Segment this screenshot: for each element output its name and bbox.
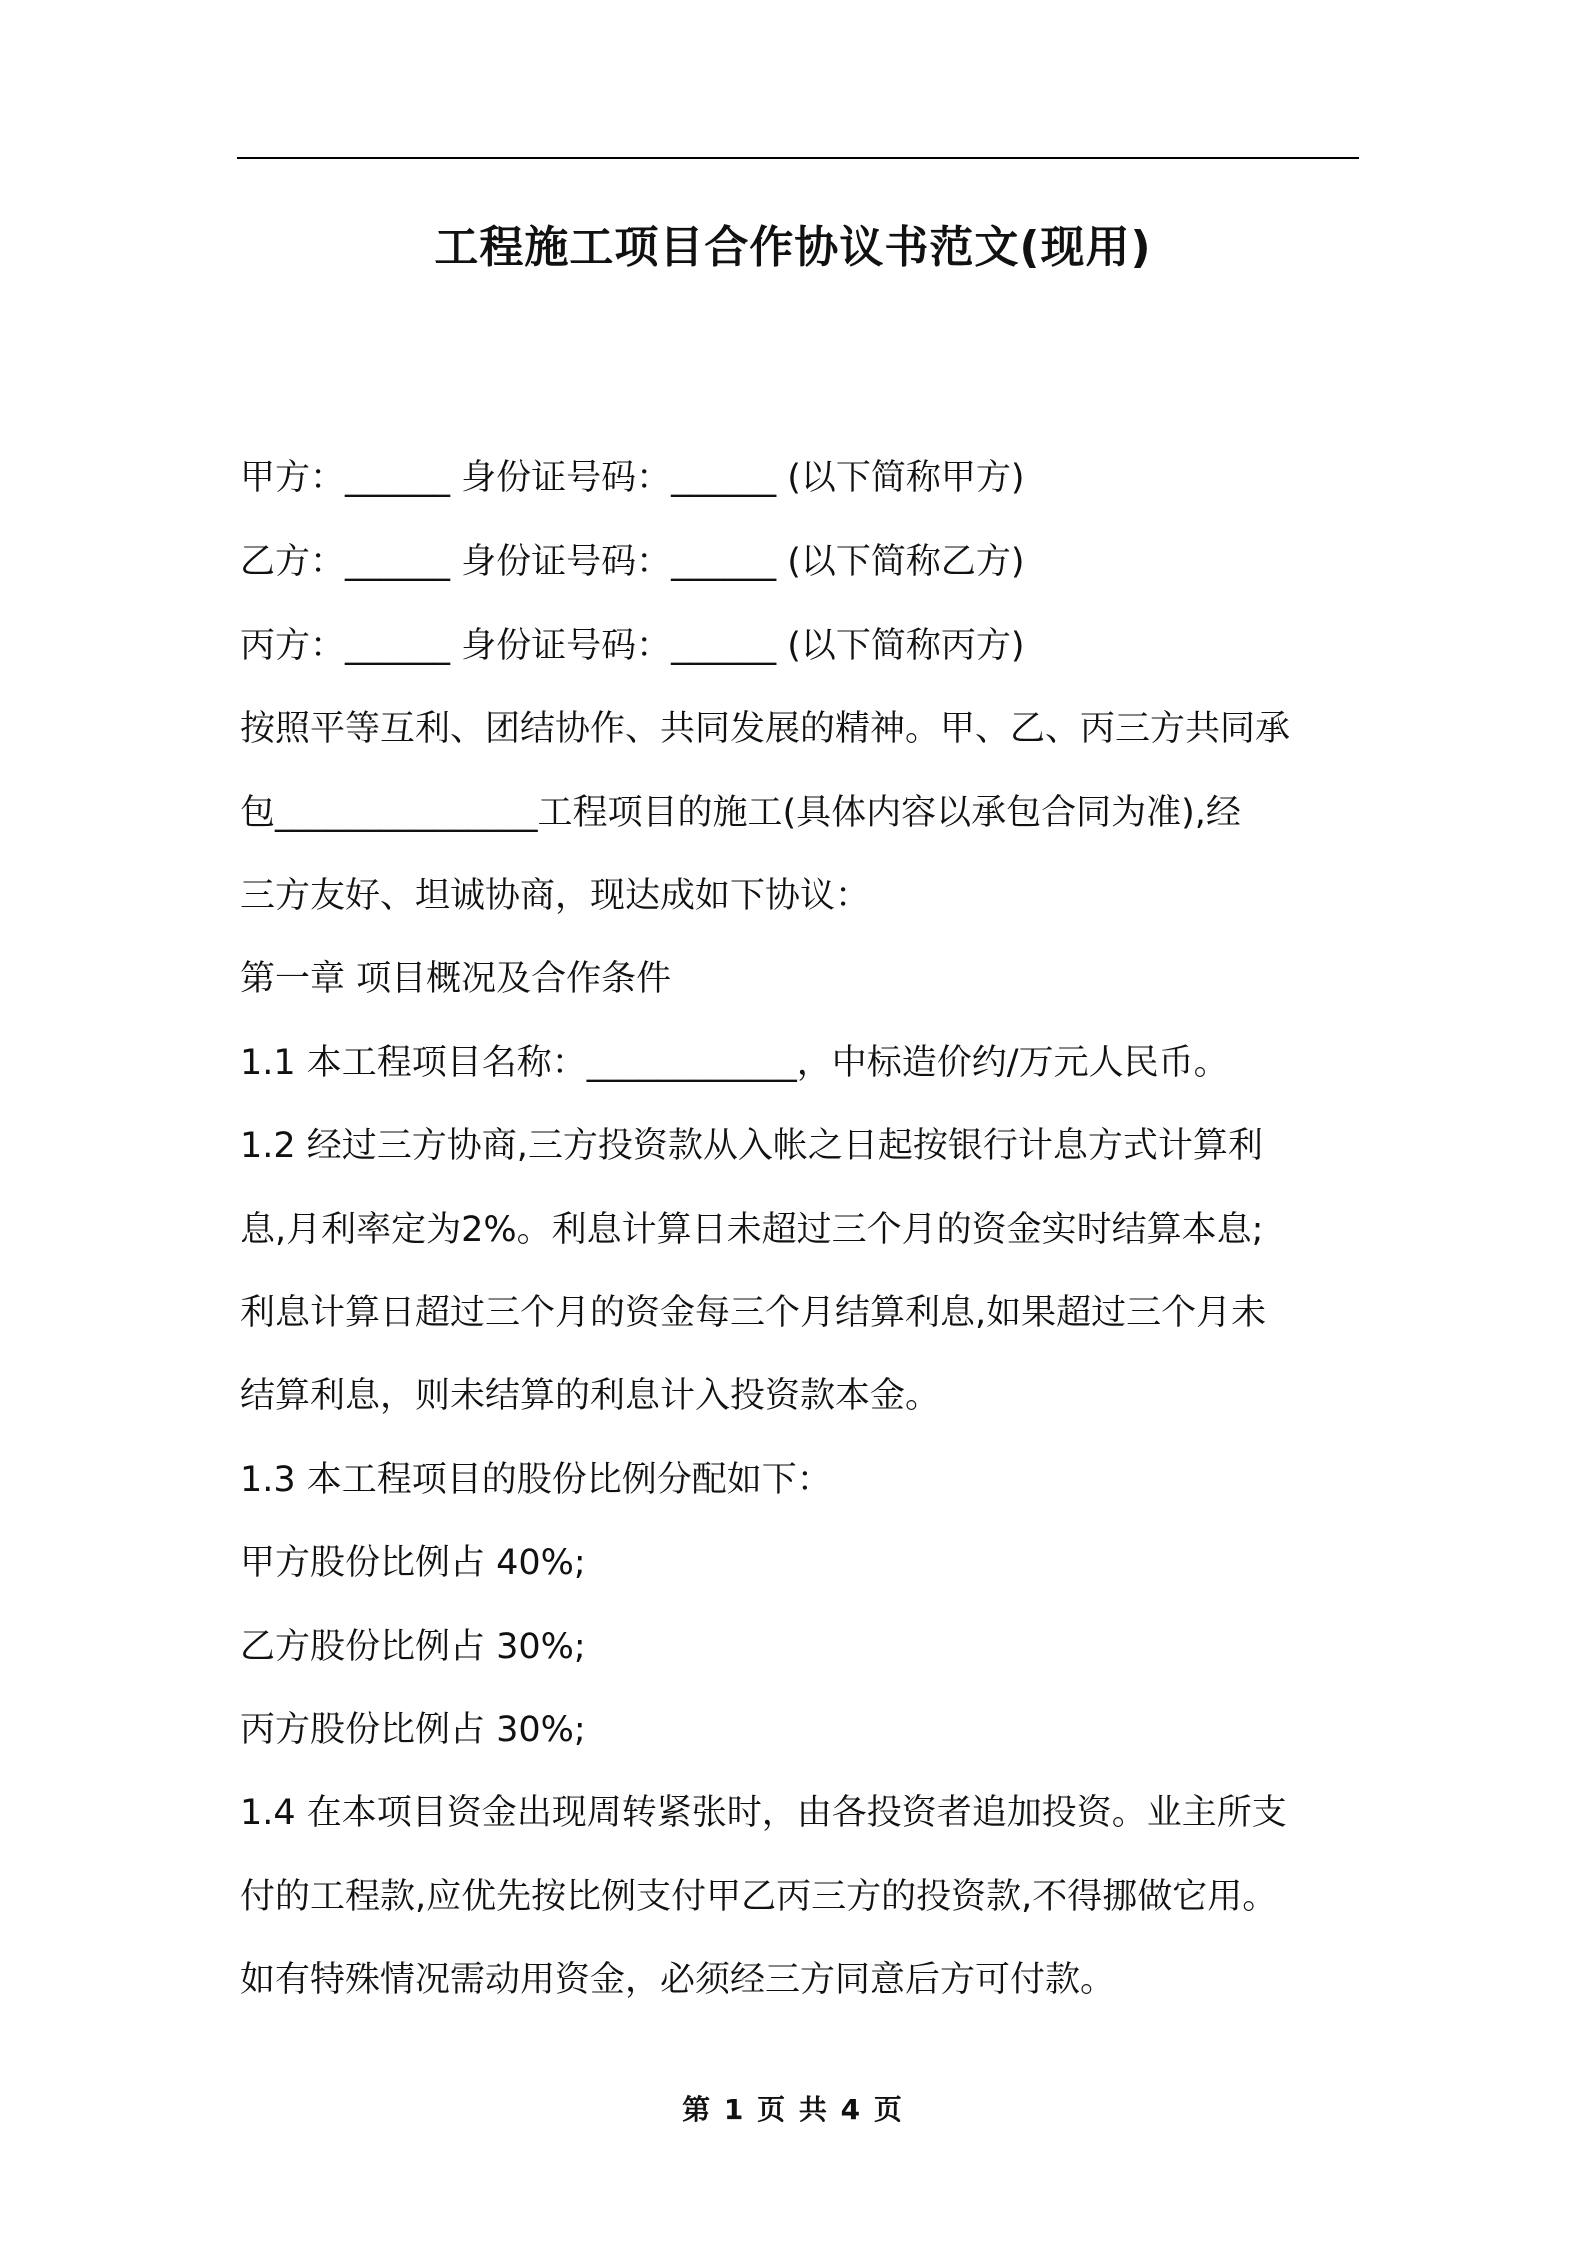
clause-1-2-cont: 结算利息，则未结算的利息计入投资款本金。	[240, 1376, 941, 1416]
clause-1-2-cont: 息,月利率定为2%。利息计算日未超过三个月的资金实时结算本息;	[240, 1210, 1264, 1250]
share-party-c: 丙方股份比例占 30%;	[240, 1710, 586, 1750]
clause-1-1: 1.1 本工程项目名称：____________，中标造价约/万元人民币。	[240, 1043, 1229, 1083]
share-party-b: 乙方股份比例占 30%;	[240, 1627, 586, 1667]
party-a-line: 甲方：______ 身份证号码：______ (以下简称甲方)	[240, 458, 1025, 498]
clause-1-4-cont: 如有特殊情况需动用资金，必须经三方同意后方可付款。	[240, 1960, 1116, 2000]
party-b-line: 乙方：______ 身份证号码：______ (以下简称乙方)	[240, 542, 1025, 582]
clause-1-4: 1.4 在本项目资金出现周转紧张时，由各投资者追加投资。业主所支	[240, 1793, 1287, 1833]
preamble-line: 包_______________工程项目的施工(具体内容以承包合同为准),经	[240, 793, 1241, 833]
share-party-a: 甲方股份比例占 40%;	[240, 1543, 586, 1583]
clause-1-2-cont: 利息计算日超过三个月的资金每三个月结算利息,如果超过三个月未	[240, 1293, 1267, 1333]
page-number: 第 1 页 共 4 页	[682, 2093, 904, 2126]
clause-1-3: 1.3 本工程项目的股份比例分配如下：	[240, 1460, 832, 1500]
document-title: 工程施工项目合作协议书范文(现用)	[434, 222, 1152, 273]
clause-1-4-cont: 付的工程款,应优先按比例支付甲乙丙三方的投资款,不得挪做它用。	[240, 1877, 1278, 1917]
clause-1-2: 1.2 经过三方协商,三方投资款从入帐之日起按银行计息方式计算利	[240, 1126, 1263, 1166]
chapter-heading: 第一章 项目概况及合作条件	[240, 959, 672, 999]
preamble-line: 按照平等互利、团结协作、共同发展的精神。甲、乙、丙三方共同承	[240, 709, 1291, 749]
preamble-line: 三方友好、坦诚协商，现达成如下协议：	[240, 876, 871, 916]
party-c-line: 丙方：______ 身份证号码：______ (以下简称丙方)	[240, 626, 1025, 666]
header-rule	[237, 157, 1359, 159]
